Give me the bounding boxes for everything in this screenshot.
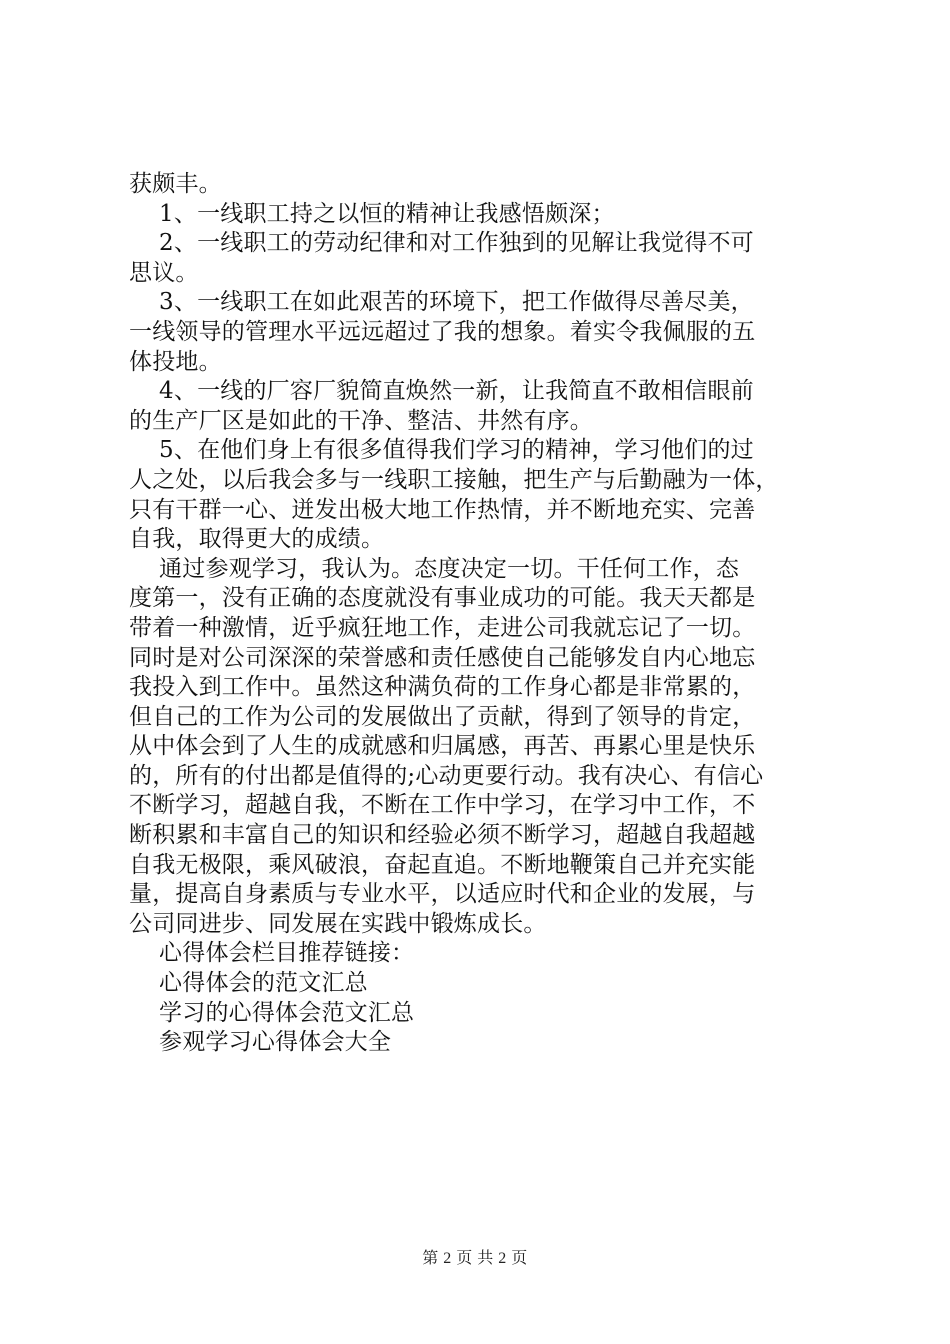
text-line: 从中体会到了人生的成就感和归属感，再苦、再累心里是快乐: [129, 733, 756, 760]
text-line: 一线领导的管理水平远远超过了我的想象。着实令我佩服的五: [129, 318, 756, 345]
page-footer: 第 2 页 共 2 页: [422, 1250, 528, 1267]
text-line: 4、一线的厂容厂貌简直焕然一新，让我简直不敢相信眼前: [129, 378, 754, 405]
links-header: 心得体会栏目推荐链接：: [129, 940, 415, 967]
text-line: 思议。: [129, 259, 199, 286]
text-line: 通过参观学习，我认为。态度决定一切。干任何工作，态: [129, 555, 740, 582]
text-line: 的，所有的付出都是值得的;心动更要行动。我有决心、有信心: [129, 762, 764, 789]
text-line: 公司同进步、同发展在实践中锻炼成长。: [129, 910, 547, 937]
text-line: 量，提高自身素质与专业水平，以适应时代和企业的发展，与: [129, 881, 756, 908]
text-line: 的生产厂区是如此的干净、整洁、井然有序。: [129, 407, 593, 434]
link-item[interactable]: 心得体会的范文汇总: [129, 970, 368, 997]
text-line: 断积累和丰富自己的知识和经验必须不断学习，超越自我超越: [129, 822, 756, 849]
text-line: 人之处，以后我会多与一线职工接触，把生产与后勤融为一体，: [129, 466, 779, 493]
document-body: [129, 170, 833, 1058]
text-line: 2、一线职工的劳动纪律和对工作独到的见解让我觉得不可: [129, 230, 754, 257]
text-line: 我投入到工作中。虽然这种满负荷的工作身心都是非常累的，: [129, 674, 756, 701]
text-line: 3、一线职工在如此艰苦的环境下，把工作做得尽善尽美，: [129, 289, 754, 316]
text-line: 不断学习，超越自我，不断在工作中学习，在学习中工作，不: [129, 792, 756, 819]
text-line: 5、在他们身上有很多值得我们学习的精神，学习他们的过: [129, 437, 754, 464]
text-line: 自我，取得更大的成绩。: [129, 526, 385, 553]
text-line: 同时是对公司深深的荣誉感和责任感使自己能够发自内心地忘: [129, 644, 756, 671]
text-line: 带着一种激情，近乎疯狂地工作，走进公司我就忘记了一切。: [129, 614, 756, 641]
text-line: 体投地。: [129, 348, 222, 375]
link-item[interactable]: 参观学习心得体会大全: [129, 1029, 392, 1056]
link-item[interactable]: 学习的心得体会范文汇总: [129, 999, 415, 1026]
recommended-links: [129, 939, 833, 1057]
text-line: 只有干群一心、迸发出极大地工作热情，并不断地充实、完善: [129, 496, 756, 523]
text-line: 自我无极限，乘风破浪，奋起直追。不断地鞭策自己并充实能: [129, 851, 756, 878]
text-line: 获颇丰。: [129, 171, 222, 197]
text-line: 1、一线职工持之以恒的精神让我感悟颇深；: [129, 200, 615, 227]
text-line: 度第一，没有正确的态度就没有事业成功的可能。我天天都是: [129, 585, 756, 612]
text-line: 但自己的工作为公司的发展做出了贡献，得到了领导的肯定，: [129, 703, 756, 730]
